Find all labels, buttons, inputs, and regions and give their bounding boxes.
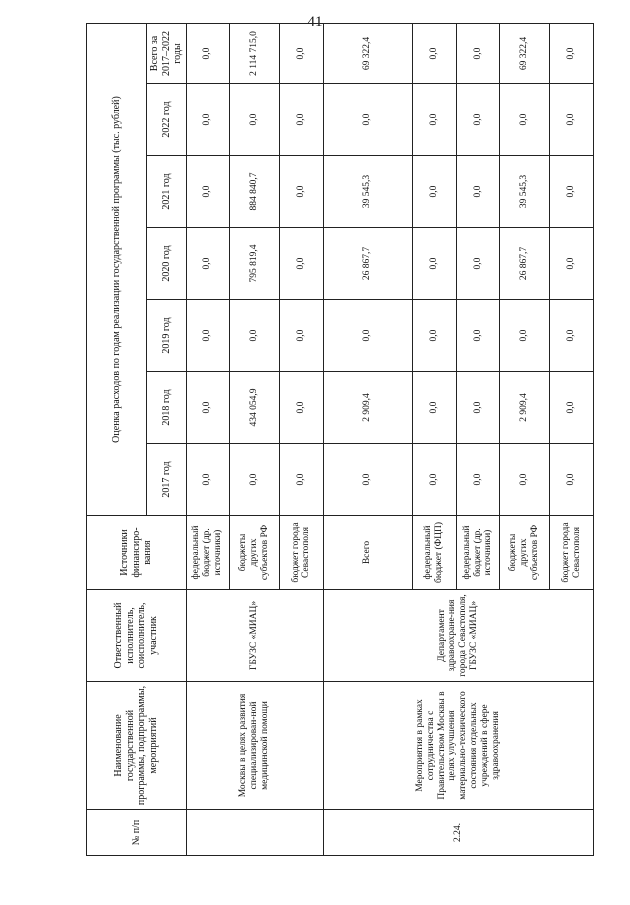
row2-line1-2020: 26 867,7 <box>323 228 412 300</box>
row1-line3-2018: 0,0 <box>280 372 324 444</box>
row2-responsible: Департамент здравоохране-ния города Севастополя, ГБУЗС «МИАЦ» <box>323 590 593 682</box>
header-year-2019: 2019 год <box>147 300 187 372</box>
row1-line3-2022: 0,0 <box>280 84 324 156</box>
row1-num <box>186 810 323 856</box>
header-year-2022: 2022 год <box>147 84 187 156</box>
header-year-2020: 2020 год <box>147 228 187 300</box>
rotated-table-content <box>86 31 594 856</box>
row1-line3-2020: 0,0 <box>280 228 324 300</box>
row2-line4-total: 69 322,4 <box>500 23 550 83</box>
row1-name: Москвы в целях развития специализирован-ной медицинской помощи <box>186 682 323 810</box>
row1-source-2: бюджеты других субъектов РФ <box>230 516 280 590</box>
row2-line5-2017: 0,0 <box>550 444 594 516</box>
row2-line5-2019: 0,0 <box>550 300 594 372</box>
header-year-2018: 2018 год <box>147 372 187 444</box>
row2-line5-2020: 0,0 <box>550 228 594 300</box>
row1-line3-total: 0,0 <box>280 23 324 83</box>
row1-line1-2020: 0,0 <box>186 228 230 300</box>
budget-table <box>86 23 594 856</box>
row2-line2-2018: 0,0 <box>413 372 457 444</box>
row1-line3-2019: 0,0 <box>280 300 324 372</box>
row2-line3-2017: 0,0 <box>456 444 500 516</box>
row2-line3-2020: 0,0 <box>456 228 500 300</box>
row2-source-2: федеральный бюджет (ФЦП) <box>413 516 457 590</box>
row2-source-4: бюджеты других субъектов РФ <box>500 516 550 590</box>
row2-line5-total: 0,0 <box>550 23 594 83</box>
row1-line1-2021: 0,0 <box>186 156 230 228</box>
row2-line3-2018: 0,0 <box>456 372 500 444</box>
row1-source-3: бюджет города Севастополя <box>280 516 324 590</box>
row2-line2-2022: 0,0 <box>413 84 457 156</box>
row1-line3-2017: 0,0 <box>280 444 324 516</box>
row1-line2-total: 2 114 715,0 <box>230 23 280 83</box>
row1-line2-2021: 884 840,7 <box>230 156 280 228</box>
row2-line2-2017: 0,0 <box>413 444 457 516</box>
page-number: 41 <box>307 14 323 30</box>
row2-line4-2021: 39 545,3 <box>500 156 550 228</box>
row2-line2-total: 0,0 <box>413 23 457 83</box>
row2-source-1: Всего <box>323 516 412 590</box>
row2-line4-2018: 2 909,4 <box>500 372 550 444</box>
row2-line4-2017: 0,0 <box>500 444 550 516</box>
header-num: № п/п <box>87 810 187 856</box>
row2-line1-2022: 0,0 <box>323 84 412 156</box>
row2-num: 2.24. <box>323 810 593 856</box>
row1-source-1: федеральный бюджет (др. источники) <box>186 516 230 590</box>
row2-line1-2018: 2 909,4 <box>323 372 412 444</box>
header-year-total: Всего за 2017–2022 годы <box>147 23 187 83</box>
row2-line1-total: 69 322,4 <box>323 23 412 83</box>
row1-line1-2017: 0,0 <box>186 444 230 516</box>
row1-line1-total: 0,0 <box>186 23 230 83</box>
row2-line1-2019: 0,0 <box>323 300 412 372</box>
row2-line2-2019: 0,0 <box>413 300 457 372</box>
row1-responsible: ГБУЗС «МИАЦ» <box>186 590 323 682</box>
rotated-table-frame <box>86 31 594 856</box>
row2-line1-2021: 39 545,3 <box>323 156 412 228</box>
row1-line3-2021: 0,0 <box>280 156 324 228</box>
row2-line4-2019: 0,0 <box>500 300 550 372</box>
row2-line3-total: 0,0 <box>456 23 500 83</box>
row2-line4-2022: 0,0 <box>500 84 550 156</box>
row1-line2-2019: 0,0 <box>230 300 280 372</box>
row2-line3-2021: 0,0 <box>456 156 500 228</box>
header-sources: Источники финансиро-вания <box>87 516 187 590</box>
header-name: Наименование государственной программы, подпрограммы, мероприятий <box>87 682 187 810</box>
header-expenses-group: Оценка расходов по годам реализации государственной программы (тыс. рублей) <box>87 23 147 515</box>
row1-line1-2022: 0,0 <box>186 84 230 156</box>
row2-line2-2021: 0,0 <box>413 156 457 228</box>
row1-line2-2020: 795 819,4 <box>230 228 280 300</box>
row2-line5-2022: 0,0 <box>550 84 594 156</box>
row1-line2-2022: 0,0 <box>230 84 280 156</box>
row2-line3-2019: 0,0 <box>456 300 500 372</box>
row2-name: Мероприятия в рамках сотрудничества с Правительством Москвы в целях улучшения материально-технического состояния отдельных учреждений в сфере здравоохранения <box>323 682 593 810</box>
header-year-2021: 2021 год <box>147 156 187 228</box>
row2-line3-2022: 0,0 <box>456 84 500 156</box>
row2-line5-2018: 0,0 <box>550 372 594 444</box>
row2-line1-2017: 0,0 <box>323 444 412 516</box>
row1-line1-2018: 0,0 <box>186 372 230 444</box>
row1-line2-2018: 434 054,9 <box>230 372 280 444</box>
header-responsible: Ответственный исполнитель, соисполнитель, участник <box>87 590 187 682</box>
header-year-2017: 2017 год <box>147 444 187 516</box>
row1-line1-2019: 0,0 <box>186 300 230 372</box>
row1-line2-2017: 0,0 <box>230 444 280 516</box>
row2-line4-2020: 26 867,7 <box>500 228 550 300</box>
row2-source-3: федеральный бюджет (др. источники) <box>456 516 500 590</box>
row2-line5-2021: 0,0 <box>550 156 594 228</box>
row2-line2-2020: 0,0 <box>413 228 457 300</box>
row2-source-5: бюджет города Севастополя <box>550 516 594 590</box>
